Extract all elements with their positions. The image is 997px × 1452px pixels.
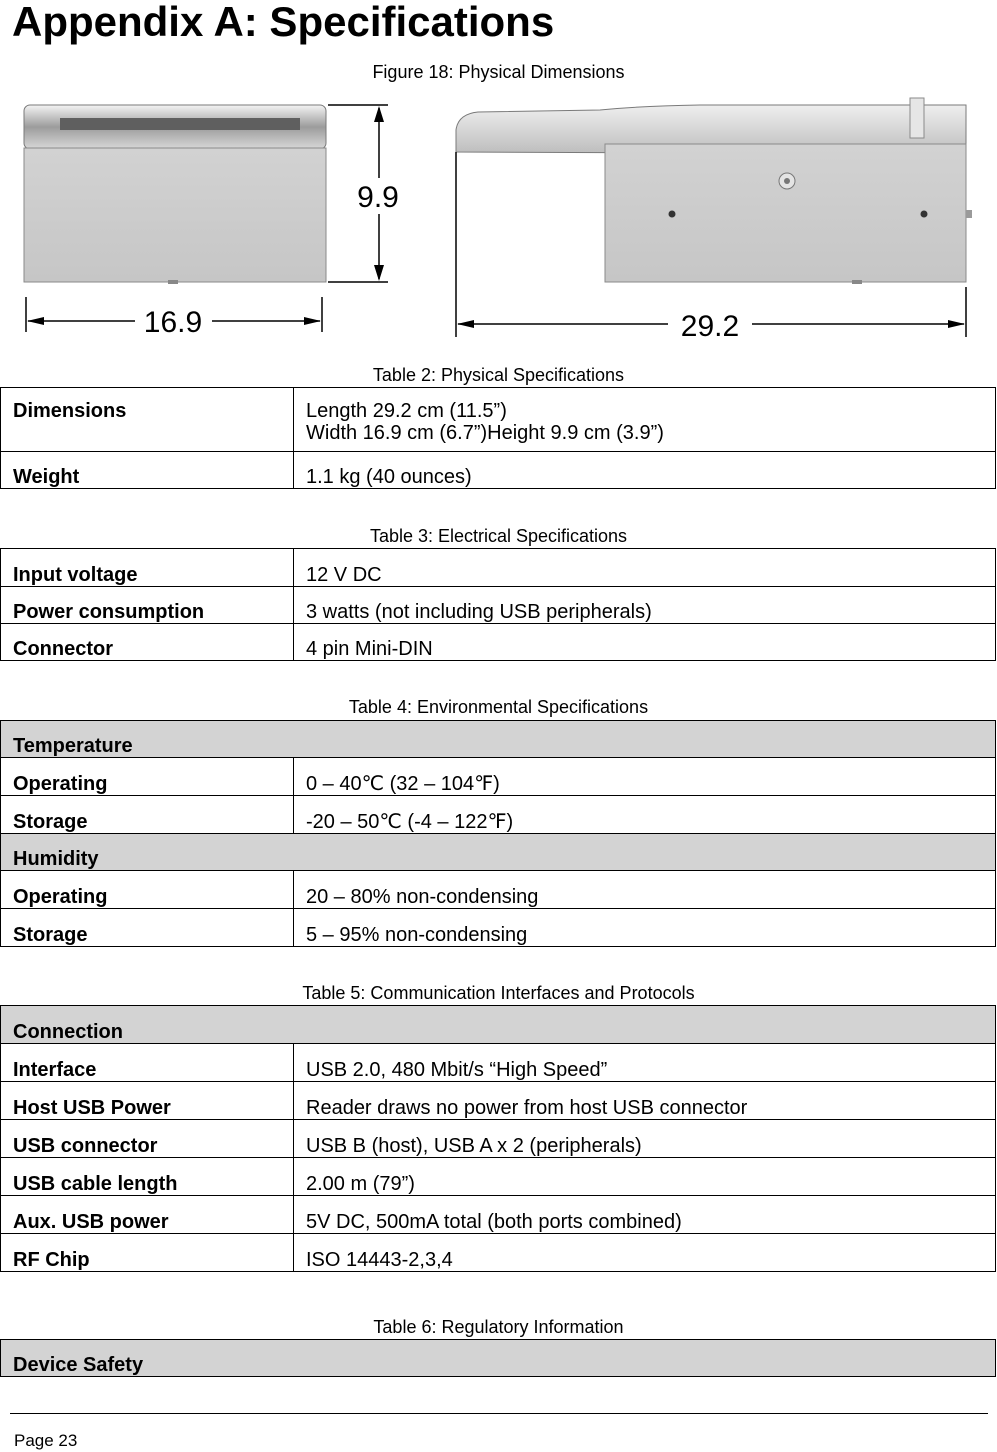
row-value: Length 29.2 cm (11.5”)	[306, 400, 507, 422]
row-value: Width 16.9 cm (6.7”)Height 9.9 cm (3.9”)	[306, 422, 664, 444]
dim-height-label: 9.9	[357, 181, 399, 214]
row-value: USB B (host), USB A x 2 (peripherals)	[294, 1120, 996, 1158]
row-label: USB cable length	[1, 1158, 294, 1196]
row-label: Dimensions	[1, 388, 294, 452]
table-row	[1, 549, 996, 587]
physical-dimensions-drawing	[0, 92, 997, 344]
row-value: 0 – 40℃ (32 – 104℉)	[294, 758, 996, 796]
row-label: Input voltage	[1, 549, 294, 587]
row-value: Reader draws no power from host USB connector	[294, 1082, 996, 1120]
row-value: ISO 14443-2,3,4	[294, 1234, 996, 1272]
table-row	[1, 871, 996, 909]
row-label: Storage	[1, 909, 294, 947]
communication-interfaces-table	[0, 1005, 996, 1272]
physical-specs-table	[0, 387, 996, 489]
table-row	[1, 587, 996, 624]
table-row	[1, 452, 996, 489]
table5-caption: Table 5: Communication Interfaces and Protocols	[302, 983, 695, 1003]
row-value: 12 V DC	[294, 549, 996, 587]
dim-width-label: 16.9	[143, 306, 203, 339]
section-label: Device Safety	[1, 1340, 996, 1377]
row-value: USB 2.0, 480 Mbit/s “High Speed”	[294, 1044, 996, 1082]
row-label: Operating	[1, 758, 294, 796]
row-label: Power consumption	[1, 587, 294, 624]
front-view	[24, 105, 326, 284]
row-label: Storage	[1, 796, 294, 834]
table-row	[1, 1120, 996, 1158]
table-row	[1, 909, 996, 947]
page-number: Page 23	[14, 1431, 78, 1450]
row-label: Host USB Power	[1, 1082, 294, 1120]
section-row	[1, 721, 996, 758]
row-value: -20 – 50℃ (-4 – 122℉)	[294, 796, 996, 834]
table-row	[1, 1044, 996, 1082]
row-value: 5V DC, 500mA total (both ports combined)	[294, 1196, 996, 1234]
side-view	[456, 98, 972, 284]
row-value: 1.1 kg (40 ounces)	[294, 452, 996, 489]
row-label: Interface	[1, 1044, 294, 1082]
electrical-specs-table	[0, 548, 996, 661]
row-label: RF Chip	[1, 1234, 294, 1272]
row-label: USB connector	[1, 1120, 294, 1158]
section-label: Temperature	[1, 721, 996, 758]
table2-caption: Table 2: Physical Specifications	[372, 365, 625, 385]
environmental-specs-table	[0, 720, 996, 947]
row-label: Aux. USB power	[1, 1196, 294, 1234]
regulatory-table	[0, 1339, 996, 1377]
row-value: 2.00 m (79”)	[294, 1158, 996, 1196]
table-row	[1, 1234, 996, 1272]
figure-caption: Figure 18: Physical Dimensions	[372, 62, 625, 82]
table-row	[1, 758, 996, 796]
row-label: Connector	[1, 624, 294, 661]
section-row	[1, 834, 996, 871]
table4-caption: Table 4: Environmental Specifications	[348, 697, 649, 717]
section-row	[1, 1006, 996, 1044]
table-row	[1, 624, 996, 661]
row-value: 20 – 80% non-condensing	[294, 871, 996, 909]
dim-length-label: 29.2	[680, 310, 740, 343]
row-label: Weight	[1, 452, 294, 489]
table6-caption: Table 6: Regulatory Information	[373, 1317, 624, 1337]
table-row	[1, 1158, 996, 1196]
row-value: 3 watts (not including USB peripherals)	[294, 587, 996, 624]
row-label: Operating	[1, 871, 294, 909]
section-row	[1, 1340, 996, 1377]
section-label: Connection	[1, 1006, 996, 1044]
section-label: Humidity	[1, 834, 996, 871]
table-row	[1, 1196, 996, 1234]
table-row	[1, 796, 996, 834]
table-row	[1, 388, 996, 452]
page-title: Appendix A: Specifications	[12, 0, 555, 45]
footer-rule	[10, 1413, 988, 1414]
table3-caption: Table 3: Electrical Specifications	[369, 526, 628, 546]
table-row	[1, 1082, 996, 1120]
row-value: 4 pin Mini-DIN	[294, 624, 996, 661]
row-value: 5 – 95% non-condensing	[294, 909, 996, 947]
